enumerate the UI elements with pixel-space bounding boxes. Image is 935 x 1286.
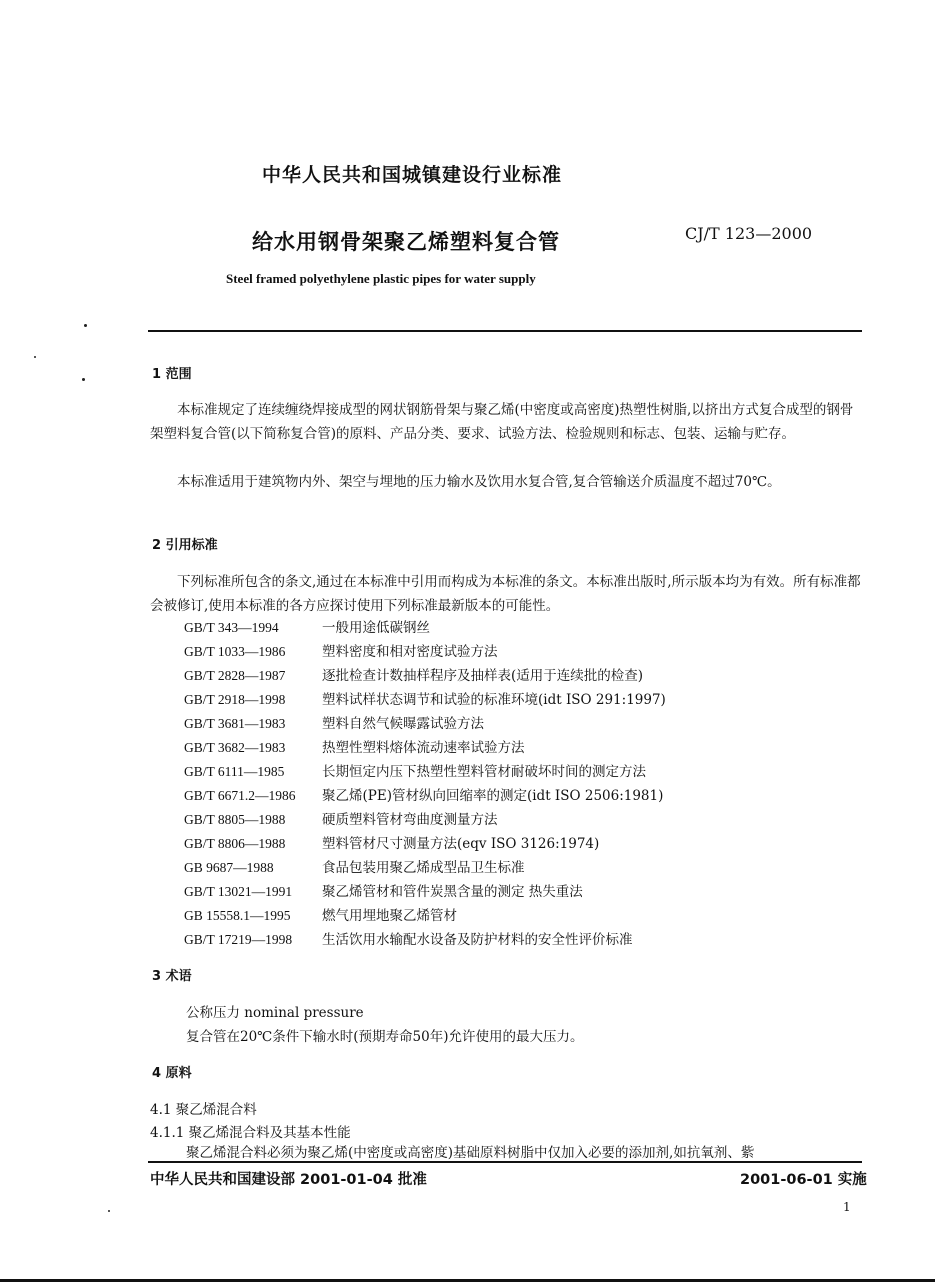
reference-item [184,640,498,660]
footer-rule [148,1161,862,1163]
reference-item [184,664,643,684]
section-1-paragraph-1: 本标准规定了连续缠绕焊接成型的网状钢筋骨架与聚乙烯(中密度或高密度)热塑性树脂,以挤出方式复合成型的钢骨架塑料复合管(以下简称复合管)的原料、产品分类、要求、试验方法、检验规则和标志、包装、运输与贮存。 [150,402,854,442]
reference-code: GB/T 3682—1983 [184,740,286,755]
reference-code: GB/T 6111—1985 [184,764,285,779]
doc-code: CJ/T 123—2000 [685,224,813,243]
doc-title: 给水用钢骨架聚乙烯塑料复合管 [252,230,560,254]
reference-item [184,736,525,756]
reference-item [184,856,525,876]
reference-title: 生活饮用水输配水设备及防护材料的安全性评价标准 [322,932,633,948]
reference-code: GB/T 2828—1987 [184,668,286,683]
page-number: 1 [843,1200,851,1214]
reference-title: 硬质塑料管材弯曲度测量方法 [322,812,498,828]
reference-code: GB/T 1033—1986 [184,644,286,659]
section-4-text: 聚乙烯混合料必须为聚乙烯(中密度或高密度)基础原料树脂中仅加入必要的添加剂,如抗氧剂、紫 [186,1145,755,1161]
term-definition: 复合管在20℃条件下输水时(预期寿命50年)允许使用的最大压力。 [186,1029,584,1045]
term: 公称压力 nominal pressure [186,1005,364,1021]
reference-title: 塑料密度和相对密度试验方法 [322,644,498,660]
subsection-4-1-1: 4.1.1 聚乙烯混合料及其基本性能 [150,1125,351,1141]
reference-title: 塑料自然气候曝露试验方法 [322,716,484,732]
reference-item [184,880,583,900]
implementation-date: 2001-06-01 实施 [740,1172,867,1188]
reference-code: GB/T 8806—1988 [184,836,286,851]
reference-title: 长期恒定内压下热塑性塑料管材耐破坏时间的测定方法 [322,764,646,780]
reference-title: 塑料试样状态调节和试验的标准环境(idt ISO 291:1997) [322,692,666,708]
subsection-4-1: 4.1 聚乙烯混合料 [150,1102,257,1118]
reference-title: 逐批检查计数抽样程序及抽样表(适用于连续批的检查) [322,668,644,684]
reference-code: GB/T 8805—1988 [184,812,286,827]
approval-line: 中华人民共和国建设部 2001-01-04 批准 [150,1172,427,1188]
reference-item [184,712,484,732]
reference-item [184,904,457,924]
section-4-heading: 4 原料 [152,1066,192,1081]
reference-item [184,688,666,708]
reference-item [184,760,646,780]
reference-code: GB/T 6671.2—1986 [184,788,296,803]
section-1-heading: 1 范围 [152,367,192,382]
reference-item [184,784,663,804]
reference-title: 塑料管材尺寸测量方法(eqv ISO 3126:1974) [322,836,600,852]
english-title: Steel framed polyethylene plastic pipes for water supply [226,271,536,286]
header-rule [148,330,862,332]
reference-title: 一般用途低碳钢丝 [322,620,430,636]
section-1-paragraph-2: 本标准适用于建筑物内外、架空与埋地的压力输水及饮用水复合管,复合管输送介质温度不超过70℃。 [177,474,781,490]
section-2-paragraph: 下列标准所包含的条文,通过在本标准中引用而构成为本标准的条文。本标准出版时,所示版本均为有效。所有标准都会被修订,使用本标准的各方应探讨使用下列标准最新版本的可能性。 [150,574,861,614]
reference-title: 食品包装用聚乙烯成型品卫生标准 [322,860,525,876]
reference-code: GB/T 17219—1998 [184,932,293,947]
reference-item [184,832,599,852]
scan-speck [34,356,36,358]
reference-title: 燃气用埋地聚乙烯管材 [322,908,457,924]
scan-speck [84,324,87,327]
reference-code: GB/T 2918—1998 [184,692,286,707]
reference-title: 热塑性塑料熔体流动速率试验方法 [322,740,525,756]
reference-code: GB/T 3681—1983 [184,716,286,731]
reference-code: GB 15558.1—1995 [184,908,291,923]
reference-code: GB/T 343—1994 [184,620,279,635]
scan-edge-line [0,1279,935,1282]
reference-item [184,928,633,948]
reference-item [184,808,498,828]
org-title: 中华人民共和国城镇建设行业标准 [262,164,563,186]
section-3-heading: 3 术语 [152,969,192,984]
scan-speck [82,378,85,381]
reference-title: 聚乙烯管材和管件炭黑含量的测定 热失重法 [322,884,583,900]
section-2-heading: 2 引用标准 [152,538,218,553]
reference-item [184,616,430,636]
reference-title: 聚乙烯(PE)管材纵向回缩率的测定(idt ISO 2506:1981) [322,788,664,804]
reference-code: GB/T 13021—1991 [184,884,293,899]
scan-speck [108,1210,110,1212]
reference-code: GB 9687—1988 [184,860,274,875]
